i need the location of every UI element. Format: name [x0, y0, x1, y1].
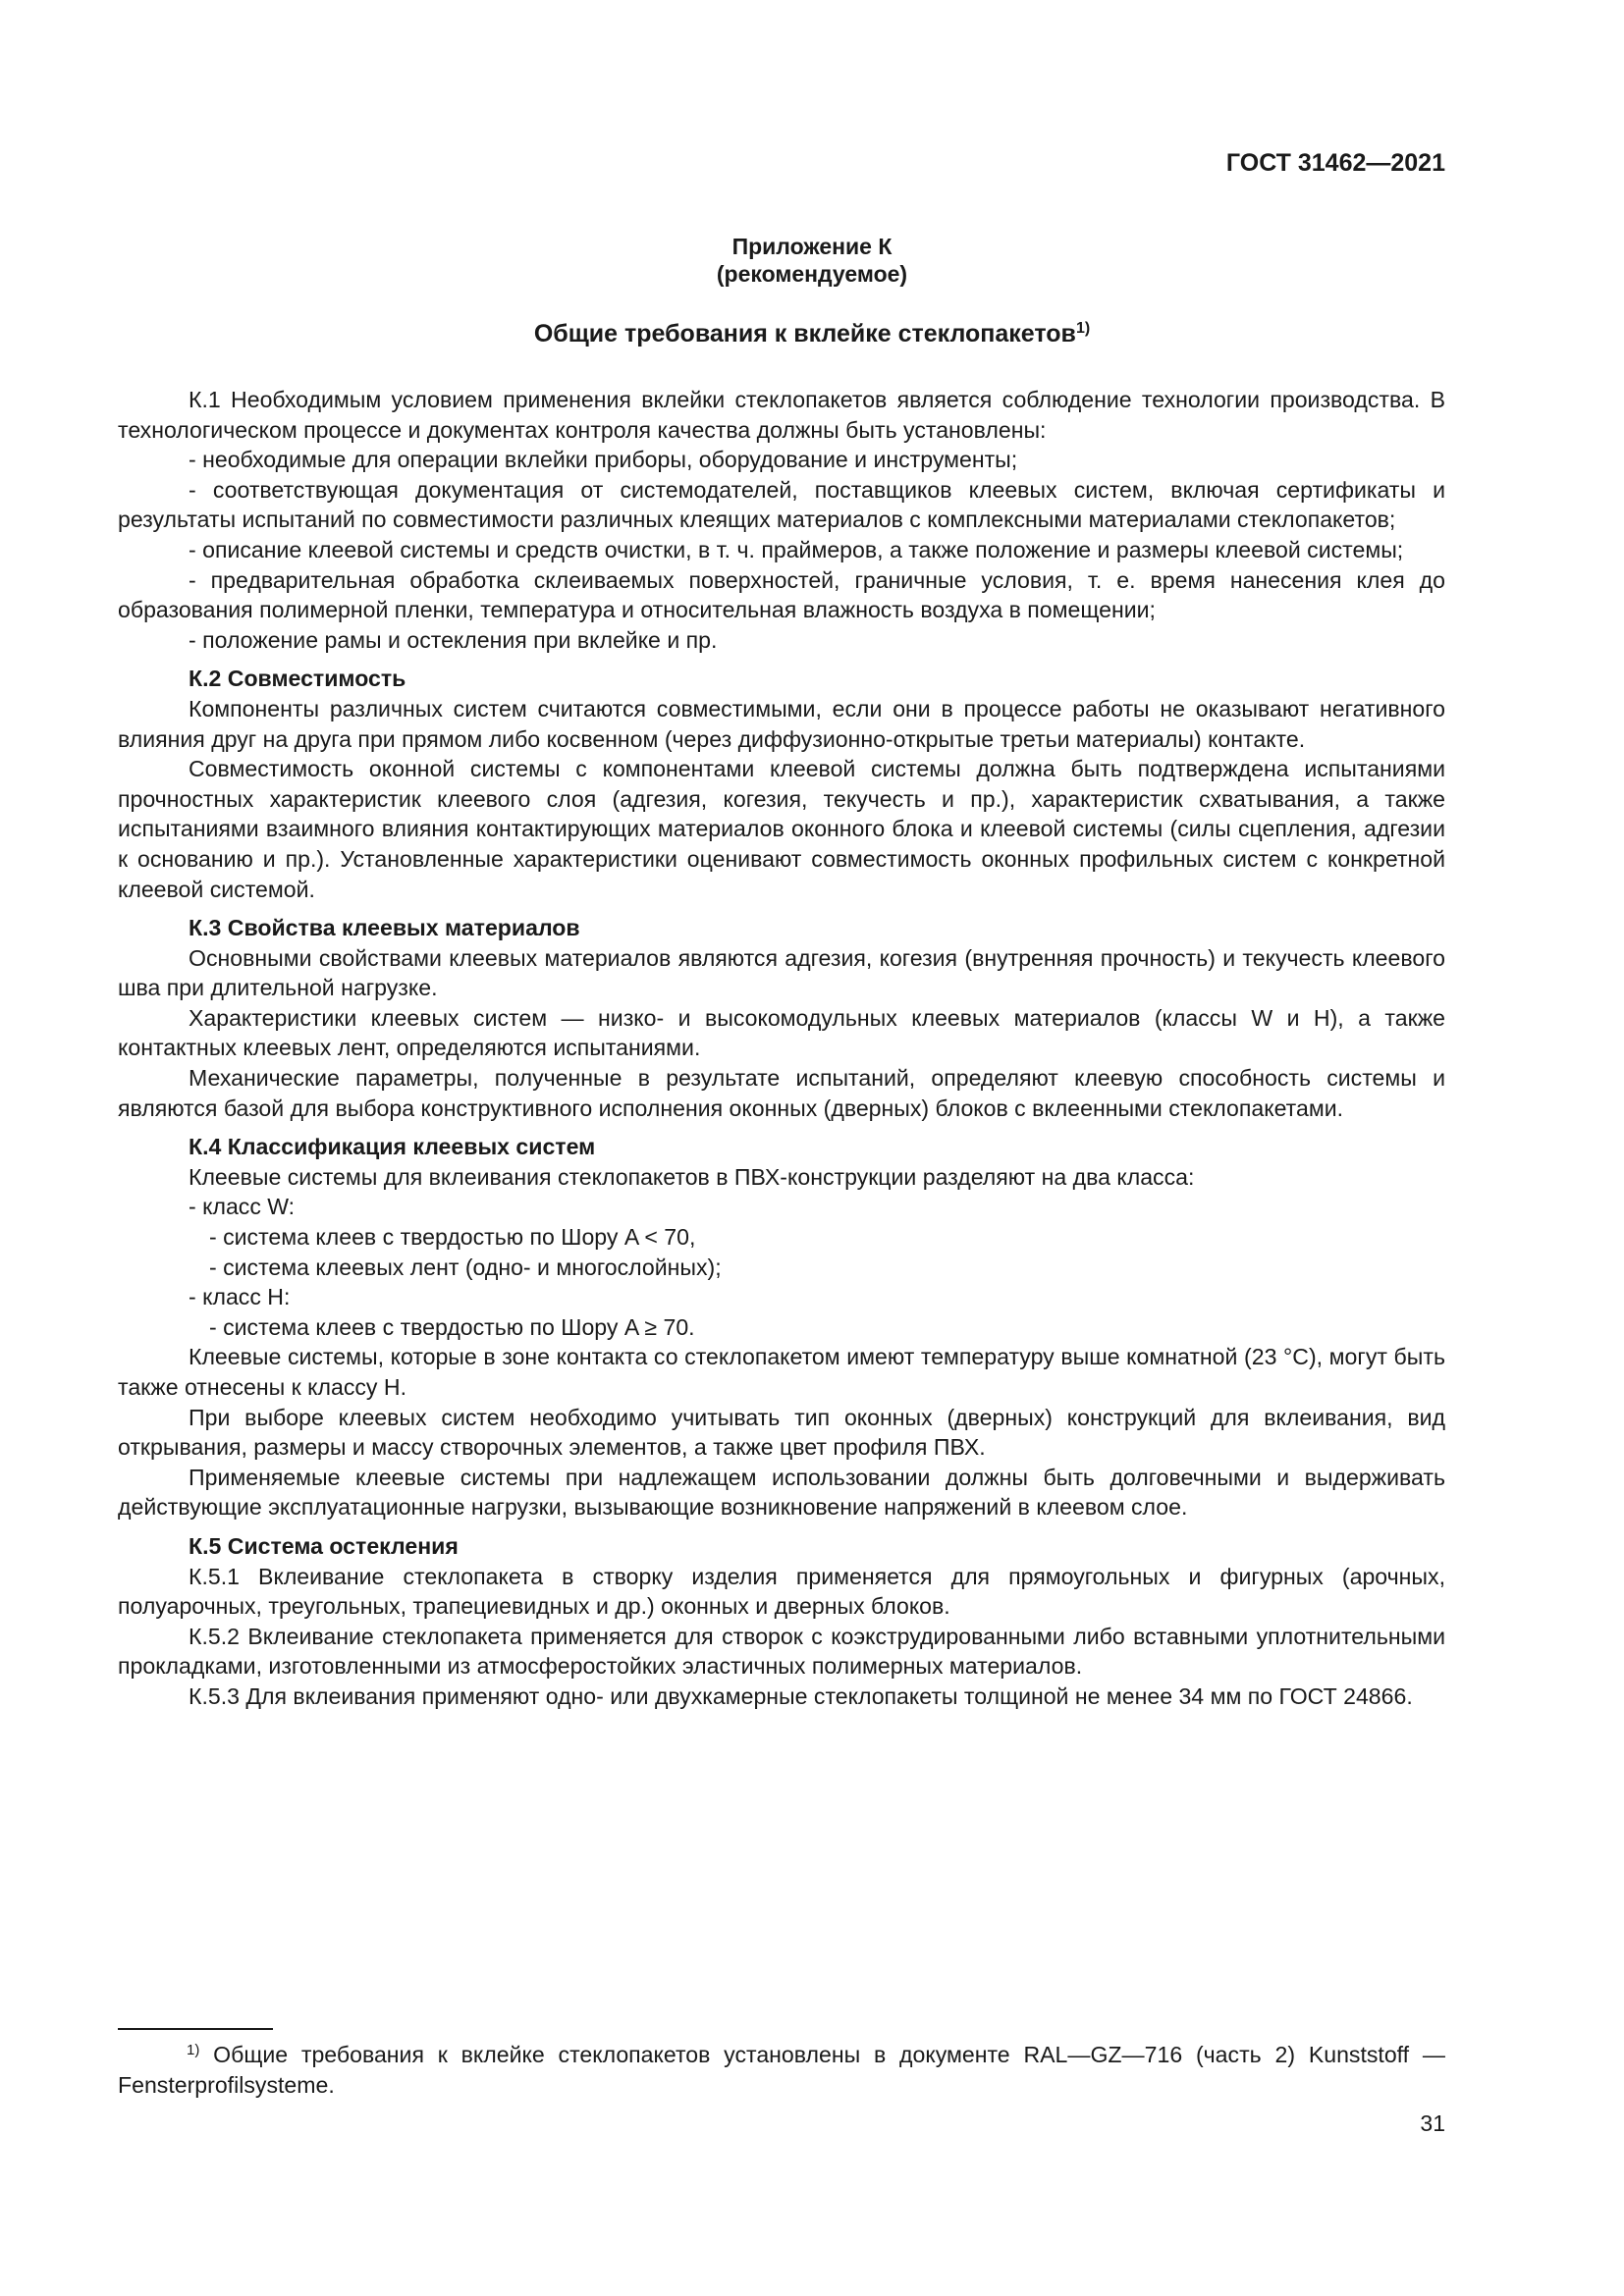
k1-item: - положение рамы и остекления при вклейке и пр. — [189, 626, 718, 653]
annex-title: Приложение К — [731, 234, 893, 259]
footnote-reference: 1) — [1075, 320, 1091, 337]
k5-paragraph: К.5.1 Вклеивание стеклопакета в створку изделия применяется для прямоугольных и фигурных (арочных, полуарочных, треугольных, трапециевидных и др.) оконных и дверных блоков. — [118, 1563, 1445, 1620]
k3-paragraph: Основными свойствами клеевых материалов являются адгезия, когезия (внутренняя прочность) и текучесть клеевого шва при длительной нагрузке. — [118, 944, 1445, 1001]
k1-item: - необходимые для операции вклейки приборы, оборудование и инструменты; — [189, 447, 1018, 473]
annex-heading — [0, 320, 1624, 348]
k3-paragraph: Характеристики клеевых систем — низко- и высокомодульных клеевых материалов (классы W и H), а также контактных клеевых лент, определяются испытаниями. — [118, 1004, 1445, 1061]
section-heading-k2: К.2 Совместимость — [189, 666, 406, 692]
k1-item: - предварительная обработка склеиваемых поверхностей, граничные условия, т. е. время нанесения клея до образования полимерной пленки, температура и относительная влажность воздуха в помещении; — [118, 566, 1445, 623]
k4-class-h-item: - система клеев с твердостью по Шору A ≥ 70. — [209, 1313, 695, 1340]
k5-paragraph: К.5.2 Вклеивание стеклопакета применяется для створок с коэкструдированными либо вставными уплотнительными прокладками, изготовленными из атмосферостойких эластичных полимерных материалов. — [118, 1623, 1445, 1680]
footnote — [118, 2040, 1445, 2101]
k2-paragraph: Совместимость оконной системы с компонентами клеевой системы должна быть подтверждена испытаниями прочностных характеристик клеевого слоя (адгезия, когезия, текучесть и пр.), характеристик схватывания, а также испытаниями взаимного влияния контактирующих материалов оконного блока и клеевой системы (силы сцепления, адгезии к основанию и пр.). Установленные характеристики оценивают совместимость оконных профильных систем с конкретной клеевой системой. — [118, 756, 1445, 902]
k4-paragraph: При выборе клеевых систем необходимо учитывать тип оконных (дверных) конструкций для вклеивания, вид открывания, размеры и массу створочных элементов, а также цвет профиля ПВХ. — [118, 1404, 1445, 1461]
k4-class-w: - класс W: — [189, 1194, 296, 1220]
annex-heading-text: Общие требования к вклейке стеклопакетов — [533, 320, 1076, 347]
k4-paragraph: Клеевые системы для вклеивания стеклопакетов в ПВХ-конструкции разделяют на два класса: — [189, 1163, 1195, 1190]
k1-item: - соответствующая документация от системодателей, поставщиков клеевых систем, включая сертификаты и результаты испытаний по совместимости различных клеящих материалов с комплексными материалами стеклопакетов; — [118, 476, 1445, 533]
footnote-text: Общие требования к вклейке стеклопакетов установлены в документе RAL—GZ—716 (часть 2) Kunststoff — Fensterprofilsysteme. — [118, 2042, 1445, 2098]
k3-paragraph: Механические параметры, полученные в результате испытаний, определяют клеевую способность системы и являются базой для выбора конструктивного исполнения оконных (дверных) блоков с вклеенными стеклопакетами. — [118, 1065, 1445, 1121]
k5-paragraph: К.5.3 Для вклеивания применяют одно- или двухкамерные стеклопакеты толщиной не менее 34 мм по ГОСТ 24866. — [189, 1682, 1413, 1709]
k4-class-w-item: - система клеевых лент (одно- и многослойных); — [209, 1254, 722, 1280]
k4-paragraph: Клеевые системы, которые в зоне контакта со стеклопакетом имеют температуру выше комнатной (23 °С), могут быть также отнесены к классу H. — [118, 1344, 1445, 1400]
annex-status: (рекомендуемое) — [716, 261, 908, 287]
k4-class-w-item: - система клеев с твердостью по Шору A < 70, — [209, 1224, 696, 1251]
page-number: 31 — [1420, 2110, 1445, 2136]
k1-intro: К.1 Необходимым условием применения вклейки стеклопакетов является соблюдение технологии производства. В технологическом процессе и документах контроля качества должны быть установлены: — [118, 387, 1445, 443]
section-heading-k3: К.3 Свойства клеевых материалов — [189, 915, 580, 941]
section-heading-k5: К.5 Система остекления — [189, 1532, 459, 1559]
footnote-marker: 1) — [187, 2042, 200, 2058]
document-code: ГОСТ 31462—2021 — [1225, 149, 1445, 177]
k2-paragraph: Компоненты различных систем считаются совместимыми, если они в процессе работы не оказывают негативного влияния друг на друга при прямом либо косвенном (через диффузионно-открытые третьи материалы) контакте. — [118, 695, 1445, 752]
section-heading-k4: К.4 Классификация клеевых систем — [189, 1134, 596, 1160]
k4-paragraph: Применяемые клеевые системы при надлежащем использовании должны быть долговечными и выдерживать действующие эксплуатационные нагрузки, вызывающие возникновение напряжений в клеевом слое. — [118, 1464, 1445, 1521]
footnote-divider — [118, 2028, 273, 2030]
k1-item: - описание клеевой системы и средств очистки, в т. ч. праймеров, а также положение и размеры клеевой системы; — [189, 536, 1404, 562]
k4-class-h: - класс H: — [189, 1284, 291, 1310]
document-body — [118, 385, 1445, 1712]
